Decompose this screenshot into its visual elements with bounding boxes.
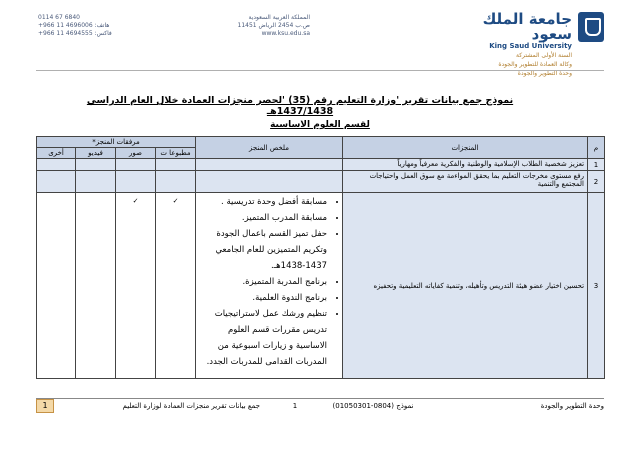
footer-divider [36,398,604,399]
university-name-en: King Saud University [489,42,572,50]
row-check [76,193,116,379]
row-check [116,159,156,171]
col-achievements-header: المنجزات [343,137,588,159]
row-achievement: تعزيز شخصية الطلاب الإسلامية والوطنية والفكرية معرفياً ومهارياً [343,159,588,171]
row-check [116,171,156,193]
col-number-header: م [588,137,605,159]
university-block [452,12,572,77]
footer-form-code: نموذج (0804-01050301) [332,402,414,410]
row-summary [196,171,343,193]
address-block [190,14,310,38]
row-summary [196,159,343,171]
col-attachments-header: مرفقات المنجز* [37,137,196,148]
summary-item: • برنامج المدربة المتميزة. [199,274,327,290]
table-header-row [37,137,605,148]
col-summary-header: ملخص المنجز [196,137,343,159]
address-line: ص.ب 2454 الرياض 11451 [237,22,310,29]
attach-col-photos: صور [116,148,156,159]
header-divider [36,70,604,71]
attach-col-prints: مطبوعا ت [156,148,196,159]
row-check [37,193,76,379]
summary-item: • حفل تميز القسم باعمال الجودة وتكريم المتميزين للعام الجامعي 1437-1438هـ. [199,226,327,274]
contact-line: 0114 67 6840 [38,14,80,21]
footer-page-number: 1 [292,402,298,410]
document-title: نموذج جمع بيانات تقرير 'وزارة التعليم رقم (35) 'لحصر منجزات العمادة خلال العام الدراسي 1437/1438هـ [86,95,514,117]
check-mark-icon: ✓ [156,193,196,379]
footer-unit: وحدة التطوير والجودة [540,402,604,410]
vice-line: وحدة التطوير والجودة [517,70,572,77]
address-line: المملكة العربية السعودية [248,14,310,21]
summary-item: • تنظيم ورشك عمل لاستراتيجيات تدريس مقررات قسم العلوم الاساسية و زيارات اسبوعية من المدربات القدامى للمدربات الجدد. [199,306,327,370]
table-row [37,171,605,193]
row-check [37,159,76,171]
row-number: 2 [588,171,605,193]
table-row [37,159,605,171]
summary-item: • مسابقة أفضل وحدة تدريسية . [199,194,327,210]
vice-line: السنة الأولى المشتركة [515,52,572,59]
summary-list [199,194,339,370]
row-check [76,171,116,193]
contact-line: +966 11 4696006 :هاتف [38,22,110,29]
row-check [156,171,196,193]
row-number: 3 [588,193,605,379]
page-number-box: 1 [36,399,54,413]
university-name-ar: جامعة الملك سعود [482,10,572,43]
row-check [76,159,116,171]
summary-item: • برنامج الندوة العلمية. [199,290,327,306]
university-logo-icon [578,12,604,42]
vice-line: وكالة العمادة للتطوير والجودة [498,61,572,68]
row-check [37,171,76,193]
achievements-table [36,136,605,379]
footer-form-title: جمع بيانات تقرير منجزات العمادة لوزارة التعليم [122,402,260,410]
row-achievement: تحسين اختيار عضو هيئة التدريس وتأهيله، وتنمية كفاياته التعليمية وتحفيزه [343,193,588,379]
attach-col-video: فيديو [76,148,116,159]
check-mark-icon: ✓ [116,193,156,379]
summary-item: • مسابقة المدرب المتميز. [199,210,327,226]
row-achievement: رفع مستوى مخرجات التعليم بما يحقق المواءمة مع سوق العمل واحتياجات المجتمع والتنمية [343,171,588,193]
document-subtitle: لقسم العلوم الاساسية [270,120,370,130]
table-row [37,193,605,379]
attach-col-other: أخرى [37,148,76,159]
address-line: www.ksu.edu.sa [261,30,310,37]
row-summary [196,193,343,379]
contact-block [38,14,198,38]
row-number: 1 [588,159,605,171]
contact-line: +966 11 4694555 :فاكس [38,30,112,37]
row-check [156,159,196,171]
